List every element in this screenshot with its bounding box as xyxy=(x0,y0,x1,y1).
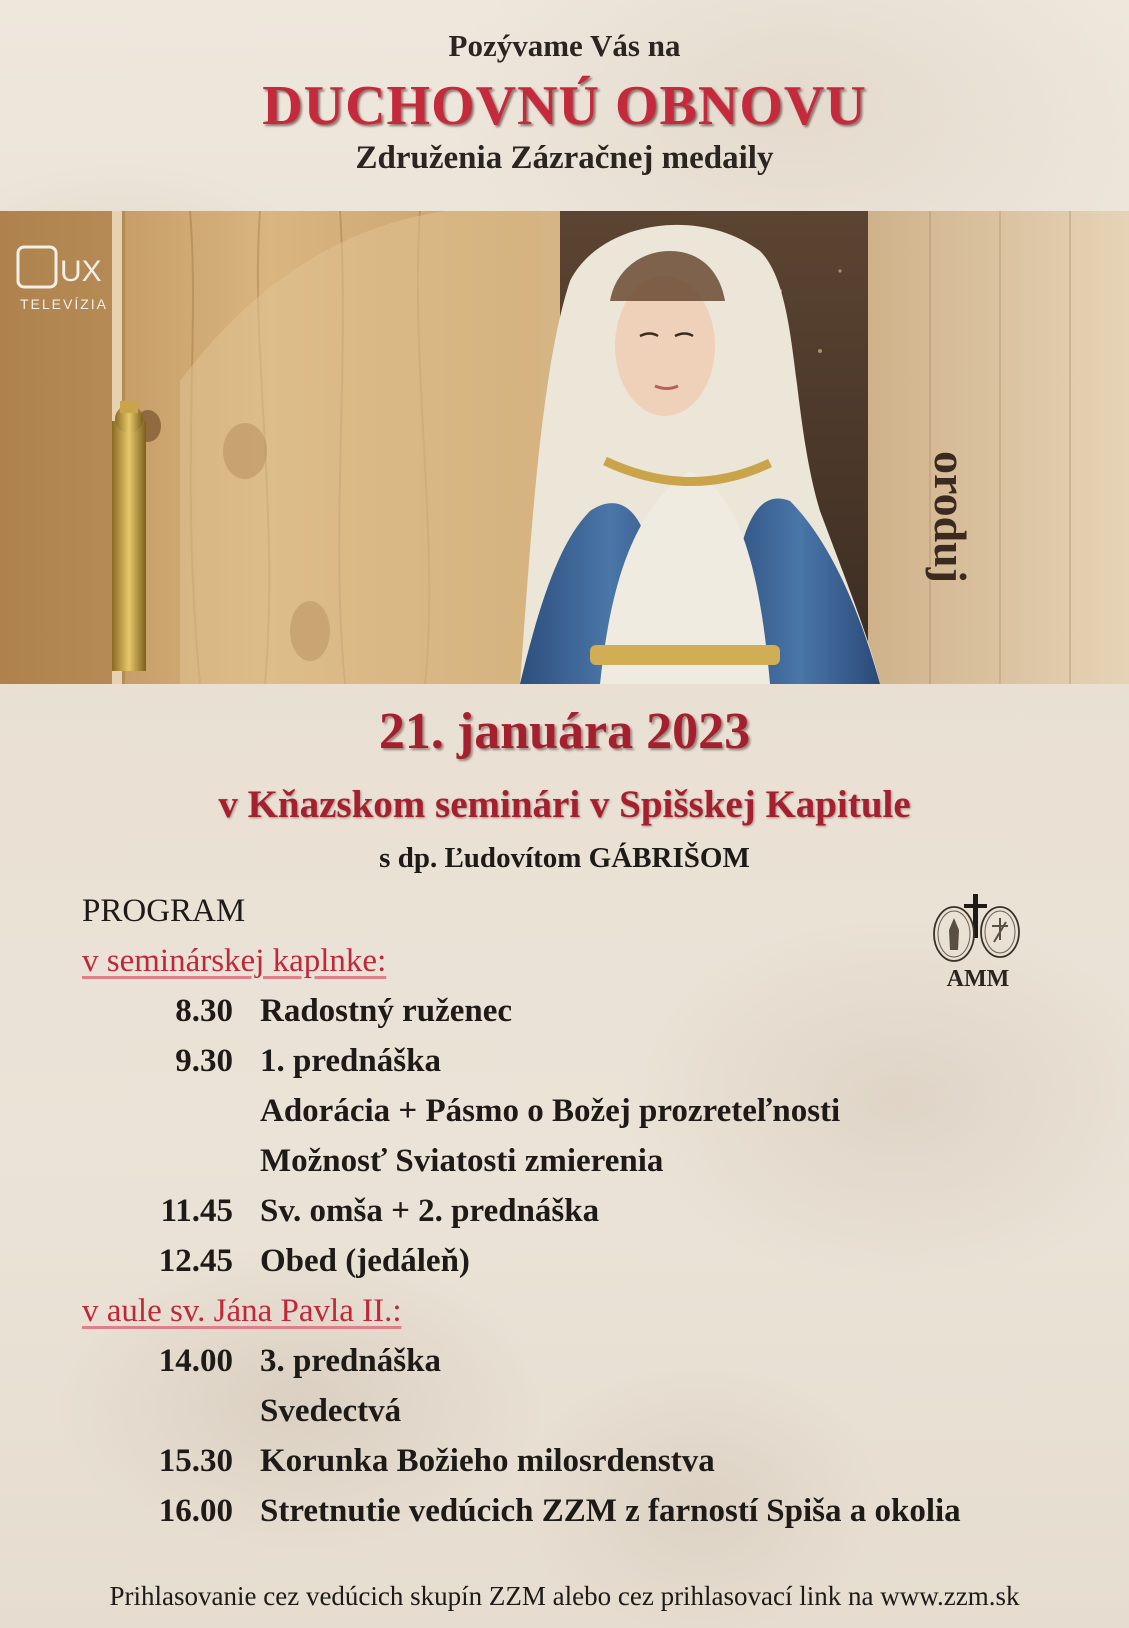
row-activity: Korunka Božieho milosrdenstva xyxy=(260,1443,715,1479)
row-time: 12.45 xyxy=(158,1243,233,1279)
row-time: 9.30 xyxy=(175,1043,233,1079)
row-activity: Adorácia + Pásmo o Božej prozreteľnosti xyxy=(260,1093,841,1129)
event-venue: v Kňazskom seminári v Spišskej Kapitule xyxy=(218,783,911,826)
event-title: DUCHOVNÚ OBNOVU xyxy=(262,75,867,137)
door-inscription: oroduj xyxy=(925,451,976,584)
row-activity: Sv. omša + 2. prednáška xyxy=(260,1193,600,1229)
row-activity: Stretnutie vedúcich ZZM z farností Spiša a okolia xyxy=(260,1493,961,1529)
row-activity: Možnosť Sviatosti zmierenia xyxy=(260,1143,664,1179)
lux-logo-sub: TELEVÍZIA xyxy=(20,296,109,312)
row-activity: Svedectvá xyxy=(260,1393,402,1429)
row-time: 11.45 xyxy=(160,1193,233,1229)
footer-note: Prihlasovanie cez vedúcich skupín ZZM alebo cez prihlasovací link na www.zzm.sk xyxy=(109,1581,1020,1611)
program-title: PROGRAM xyxy=(82,893,246,929)
row-activity: 3. prednáška xyxy=(260,1343,441,1379)
section-heading-chapel: v seminárskej kaplnke: xyxy=(82,943,387,979)
amm-logo xyxy=(928,890,1028,1000)
row-activity: Obed (jedáleň) xyxy=(260,1243,470,1279)
section-heading-aula: v aule sv. Jána Pavla II.: xyxy=(82,1293,402,1329)
row-time: 15.30 xyxy=(158,1443,233,1479)
row-activity: Radostný ruženec xyxy=(260,993,513,1029)
event-date: 21. januára 2023 xyxy=(378,703,751,760)
amm-logo-text: AMM xyxy=(946,966,1010,992)
row-activity: 1. prednáška xyxy=(260,1043,441,1079)
statue-photo xyxy=(0,211,1129,684)
event-guest: s dp. Ľudovítom GÁBRIŠOM xyxy=(379,842,750,874)
lux-logo-text: UX xyxy=(60,255,102,288)
event-subtitle: Združenia Zázračnej medaily xyxy=(355,140,774,176)
row-time: 16.00 xyxy=(158,1493,233,1529)
row-time: 8.30 xyxy=(175,993,233,1029)
row-time: 14.00 xyxy=(158,1343,233,1379)
invite-line: Pozývame Vás na xyxy=(448,28,681,63)
